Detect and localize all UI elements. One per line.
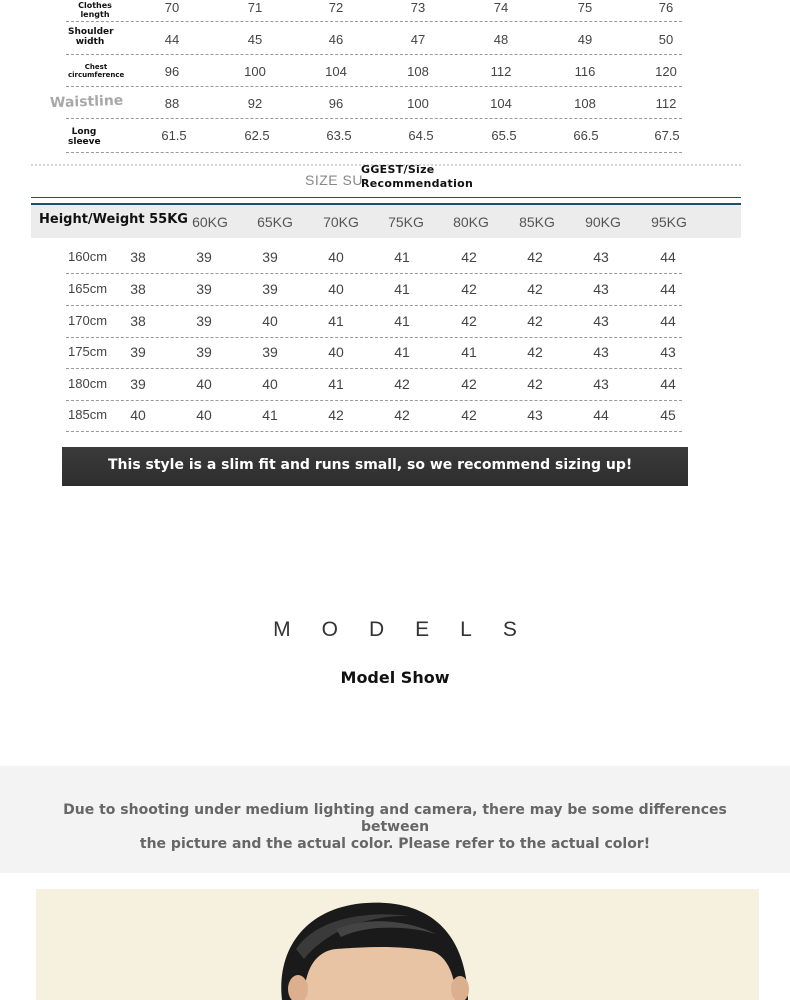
disclaimer-line: Due to shooting under medium lighting and camera, there may be some differences between: [63, 802, 727, 835]
cell: 62.5: [244, 128, 270, 143]
size-recommendation-title: [361, 163, 473, 191]
cell: 67.5: [654, 128, 680, 143]
size-cell: 45: [660, 407, 676, 423]
size-cell: 39: [130, 344, 146, 360]
weight-column-header: 85KG: [519, 214, 555, 230]
cell: 46: [328, 32, 344, 47]
size-cell: 40: [328, 249, 344, 265]
size-cell: 42: [527, 376, 543, 392]
size-cell: 43: [527, 407, 543, 423]
cell: 72: [328, 0, 344, 15]
size-cell: 44: [660, 313, 676, 329]
models-heading: MODELS: [273, 618, 548, 641]
size-cell: 41: [394, 344, 410, 360]
model-photo-illustration: [36, 889, 759, 1000]
size-cell: 39: [196, 344, 212, 360]
size-cell: 43: [593, 344, 609, 360]
row-label: Shoulder width: [68, 27, 114, 48]
size-cell: 42: [328, 407, 344, 423]
disclaimer-text: [55, 802, 735, 853]
size-cell: 43: [593, 281, 609, 297]
cell: 45: [247, 32, 263, 47]
model-show-subtitle: Model Show: [340, 668, 450, 687]
weight-column-header: 70KG: [323, 214, 359, 230]
size-cell: 42: [394, 407, 410, 423]
cell: 70: [164, 0, 180, 15]
cell: 92: [247, 96, 263, 111]
row-label: Clothes length: [78, 1, 112, 20]
size-cell: 39: [196, 249, 212, 265]
size-cell: 44: [593, 407, 609, 423]
title-line: GGEST/Size: [361, 163, 435, 176]
size-cell: 40: [328, 344, 344, 360]
cell: 108: [407, 64, 429, 79]
cell: 76: [658, 0, 674, 15]
height-cell: 175cm: [68, 344, 108, 359]
cell: 104: [325, 64, 347, 79]
height-cell: 180cm: [68, 376, 108, 391]
size-cell: 44: [660, 249, 676, 265]
table-row: [66, 306, 682, 338]
size-cell: 41: [394, 313, 410, 329]
size-cell: 44: [660, 376, 676, 392]
cell: 100: [244, 64, 266, 79]
cell: 75: [577, 0, 593, 15]
size-cell: 41: [394, 249, 410, 265]
size-cell: 42: [461, 376, 477, 392]
cell: 49: [577, 32, 593, 47]
weight-column-header: 75KG: [388, 214, 424, 230]
size-cell: 41: [328, 376, 344, 392]
table-row: [66, 400, 682, 432]
color-disclaimer: [0, 766, 790, 873]
cell: 73: [410, 0, 426, 15]
size-cell: 42: [527, 313, 543, 329]
weight-column-header: 90KG: [585, 214, 621, 230]
size-row-waist: [66, 87, 682, 119]
weight-column-header: 60KG: [192, 214, 228, 230]
size-cell: 41: [328, 313, 344, 329]
size-cell: 43: [593, 313, 609, 329]
size-cell: 42: [461, 313, 477, 329]
fit-notice-banner: [62, 447, 688, 486]
weight-header-bar: [31, 203, 741, 238]
cell: 61.5: [161, 128, 187, 143]
cell: 63.5: [326, 128, 352, 143]
cell: 116: [574, 64, 596, 79]
cell: 74: [493, 0, 509, 15]
cell: 120: [655, 64, 677, 79]
size-cell: 41: [461, 344, 477, 360]
size-cell: 40: [196, 407, 212, 423]
size-cell: 42: [461, 281, 477, 297]
size-cell: 44: [660, 281, 676, 297]
size-cell: 40: [262, 376, 278, 392]
table-row: [66, 337, 682, 369]
cell: 66.5: [573, 128, 599, 143]
cell: 64.5: [408, 128, 434, 143]
cell: 112: [490, 64, 512, 79]
cell: 96: [328, 96, 344, 111]
size-cell: 39: [196, 281, 212, 297]
size-cell: 39: [262, 344, 278, 360]
height-cell: 160cm: [68, 249, 108, 264]
size-row-clothes-length: [66, 0, 682, 22]
size-cell: 40: [328, 281, 344, 297]
size-cell: 42: [527, 344, 543, 360]
size-cell: 42: [394, 376, 410, 392]
size-cell: 43: [593, 376, 609, 392]
cell: 96: [164, 64, 180, 79]
cell: 65.5: [491, 128, 517, 143]
cell: 88: [164, 96, 180, 111]
cell: 104: [490, 96, 512, 111]
size-cell: 38: [130, 281, 146, 297]
size-cell: 39: [196, 313, 212, 329]
size-row-long-sleeve: [66, 119, 682, 153]
divider: [31, 197, 741, 198]
size-cell: 42: [461, 249, 477, 265]
row-label: Long sleeve: [68, 127, 101, 148]
size-cell: 42: [527, 281, 543, 297]
weight-column-header: 65KG: [257, 214, 293, 230]
cell: 100: [407, 96, 429, 111]
size-cell: 43: [660, 344, 676, 360]
height-cell: 170cm: [68, 313, 108, 328]
height-cell: 165cm: [68, 281, 108, 296]
size-row-chest: [66, 55, 682, 87]
table-row: [66, 274, 682, 306]
size-cell: 39: [262, 249, 278, 265]
height-cell: 185cm: [68, 407, 108, 422]
table-row: [66, 369, 682, 401]
size-cell: 40: [196, 376, 212, 392]
fit-notice-text: This style is a slim fit and runs small, so we recommend sizing up!: [108, 457, 633, 473]
size-suggest-heading: SIZE SU: [305, 172, 363, 188]
size-cell: 41: [262, 407, 278, 423]
cell: 50: [658, 32, 674, 47]
table-row: [66, 242, 682, 274]
weight-column-header: 95KG: [651, 214, 687, 230]
size-cell: 41: [394, 281, 410, 297]
weight-column-header: 80KG: [453, 214, 489, 230]
waistline-watermark: Waistline: [49, 92, 124, 112]
size-cell: 43: [593, 249, 609, 265]
row-label: Chest circumference: [68, 63, 125, 80]
cell: 112: [655, 96, 677, 111]
size-cell: 38: [130, 313, 146, 329]
cell: 47: [410, 32, 426, 47]
cell: 71: [247, 0, 263, 15]
size-cell: 42: [527, 249, 543, 265]
cell: 48: [493, 32, 509, 47]
size-cell: 40: [262, 313, 278, 329]
size-cell: 42: [461, 407, 477, 423]
cell: 108: [574, 96, 596, 111]
title-line: Recommendation: [361, 177, 474, 190]
size-row-shoulder-width: [66, 22, 682, 55]
size-cell: 39: [262, 281, 278, 297]
model-photo: [36, 889, 759, 1000]
disclaimer-line: the picture and the actual color. Please refer to the actual color!: [139, 836, 651, 852]
height-weight-label: Height/Weight 55KG: [39, 212, 188, 227]
size-cell: 38: [130, 249, 146, 265]
cell: 44: [164, 32, 180, 47]
size-cell: 40: [130, 407, 146, 423]
size-cell: 39: [130, 376, 146, 392]
